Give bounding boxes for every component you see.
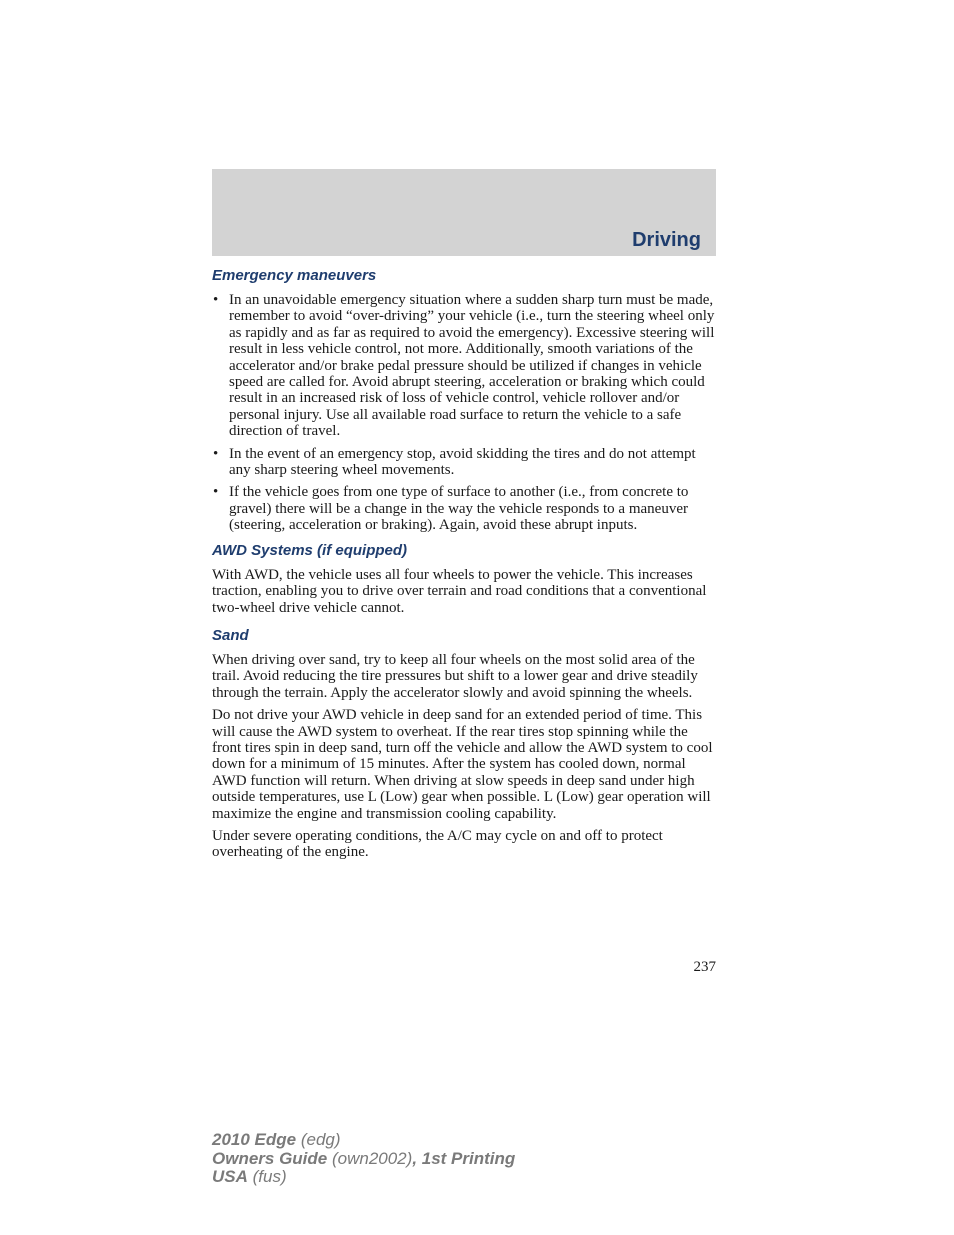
footer-market-code: (fus) — [247, 1167, 287, 1186]
paragraph-sand-1: When driving over sand, try to keep all four wheels on the most solid area of the trail. Avoid reducing the tire pressures but shift to a lower gear and drive steadily through the terrain. Apply the accelerator slowly and avoid spinning the wheels. — [212, 651, 698, 701]
paragraph-sand-2: Do not drive your AWD vehicle in deep sand for an extended period of time. This will cause the AWD system to overheat. If the rear tires stop spinning while the front tires spin in deep sand, turn off the vehicle and allow the AWD system to cool down for a minimum of 15 minutes. After the system has cooled down, normal AWD function will return. When driving at slow speeds in deep sand under high outside temperatures, use L (Low) gear when possible. L (Low) gear operation will maximize the engine and transmission cooling capability. — [212, 707, 713, 822]
footer-model: 2010 Edge — [212, 1130, 297, 1149]
paragraph-sand-3: Under severe operating conditions, the A/C may cycle on and off to protect overheating of the engine. — [212, 827, 663, 861]
section-heading-emergency-maneuvers: Emergency maneuvers — [212, 267, 377, 284]
footer-edition-info — [212, 1131, 515, 1187]
list-item-text: If the vehicle goes from one type of surface to another (i.e., from concrete to gravel) there will be a change in the way the vehicle responds to a maneuver (steering, acceleration or braking). Again, avoid these abrupt inputs. — [229, 484, 689, 534]
footer-guide: Owners Guide — [212, 1148, 328, 1168]
footer-line-market — [212, 1168, 515, 1187]
bullet-icon: • — [213, 445, 219, 462]
page-title: Driving — [632, 229, 701, 251]
footer-model-code: (edg) — [296, 1130, 341, 1149]
section-heading-sand: Sand — [212, 626, 249, 644]
footer-guide-code: (own2002) — [327, 1148, 413, 1168]
bullet-icon: • — [213, 292, 219, 308]
footer-market: USA — [212, 1167, 248, 1186]
footer-line-model — [212, 1131, 515, 1150]
paragraph-awd: With AWD, the vehicle uses all four wheels to power the vehicle. This increases traction, enabling you to drive over terrain and road conditions that a conventional two-wheel drive vehicle cannot. — [212, 566, 707, 616]
main-content — [212, 266, 716, 867]
section-heading-awd-systems: AWD Systems (if equipped) — [212, 541, 408, 559]
footer-printing: , 1st Printing — [412, 1148, 516, 1168]
header-band — [212, 169, 716, 256]
list-item — [212, 292, 716, 440]
list-item-text: In the event of an emergency stop, avoid skidding the tires and do not attempt any sharp steering wheel movements. — [229, 445, 696, 479]
page-number: 237 — [693, 959, 716, 975]
list-item — [212, 484, 716, 533]
bullet-list-emergency — [212, 292, 716, 534]
list-item-text: In an unavoidable emergency situation where a sudden sharp turn must be made, remember to avoid “over-driving” your vehicle (i.e., turn the steering wheel only as rapidly and as far as required to avoid the emergency). Excessive steering will result in less vehicle control, not more. Additionally, smooth variations of the accelerator and/or brake pedal pressure should be utilized if changes in vehicle speed are called for. Avoid abrupt steering, acceleration or braking which could result in an increased risk of loss of vehicle control, vehicle rollover and/or personal injury. Use all available road surface to return the vehicle to a safe direction of travel. — [229, 292, 715, 440]
footer-line-guide — [212, 1150, 515, 1169]
list-item — [212, 446, 716, 479]
bullet-icon: • — [213, 484, 219, 501]
